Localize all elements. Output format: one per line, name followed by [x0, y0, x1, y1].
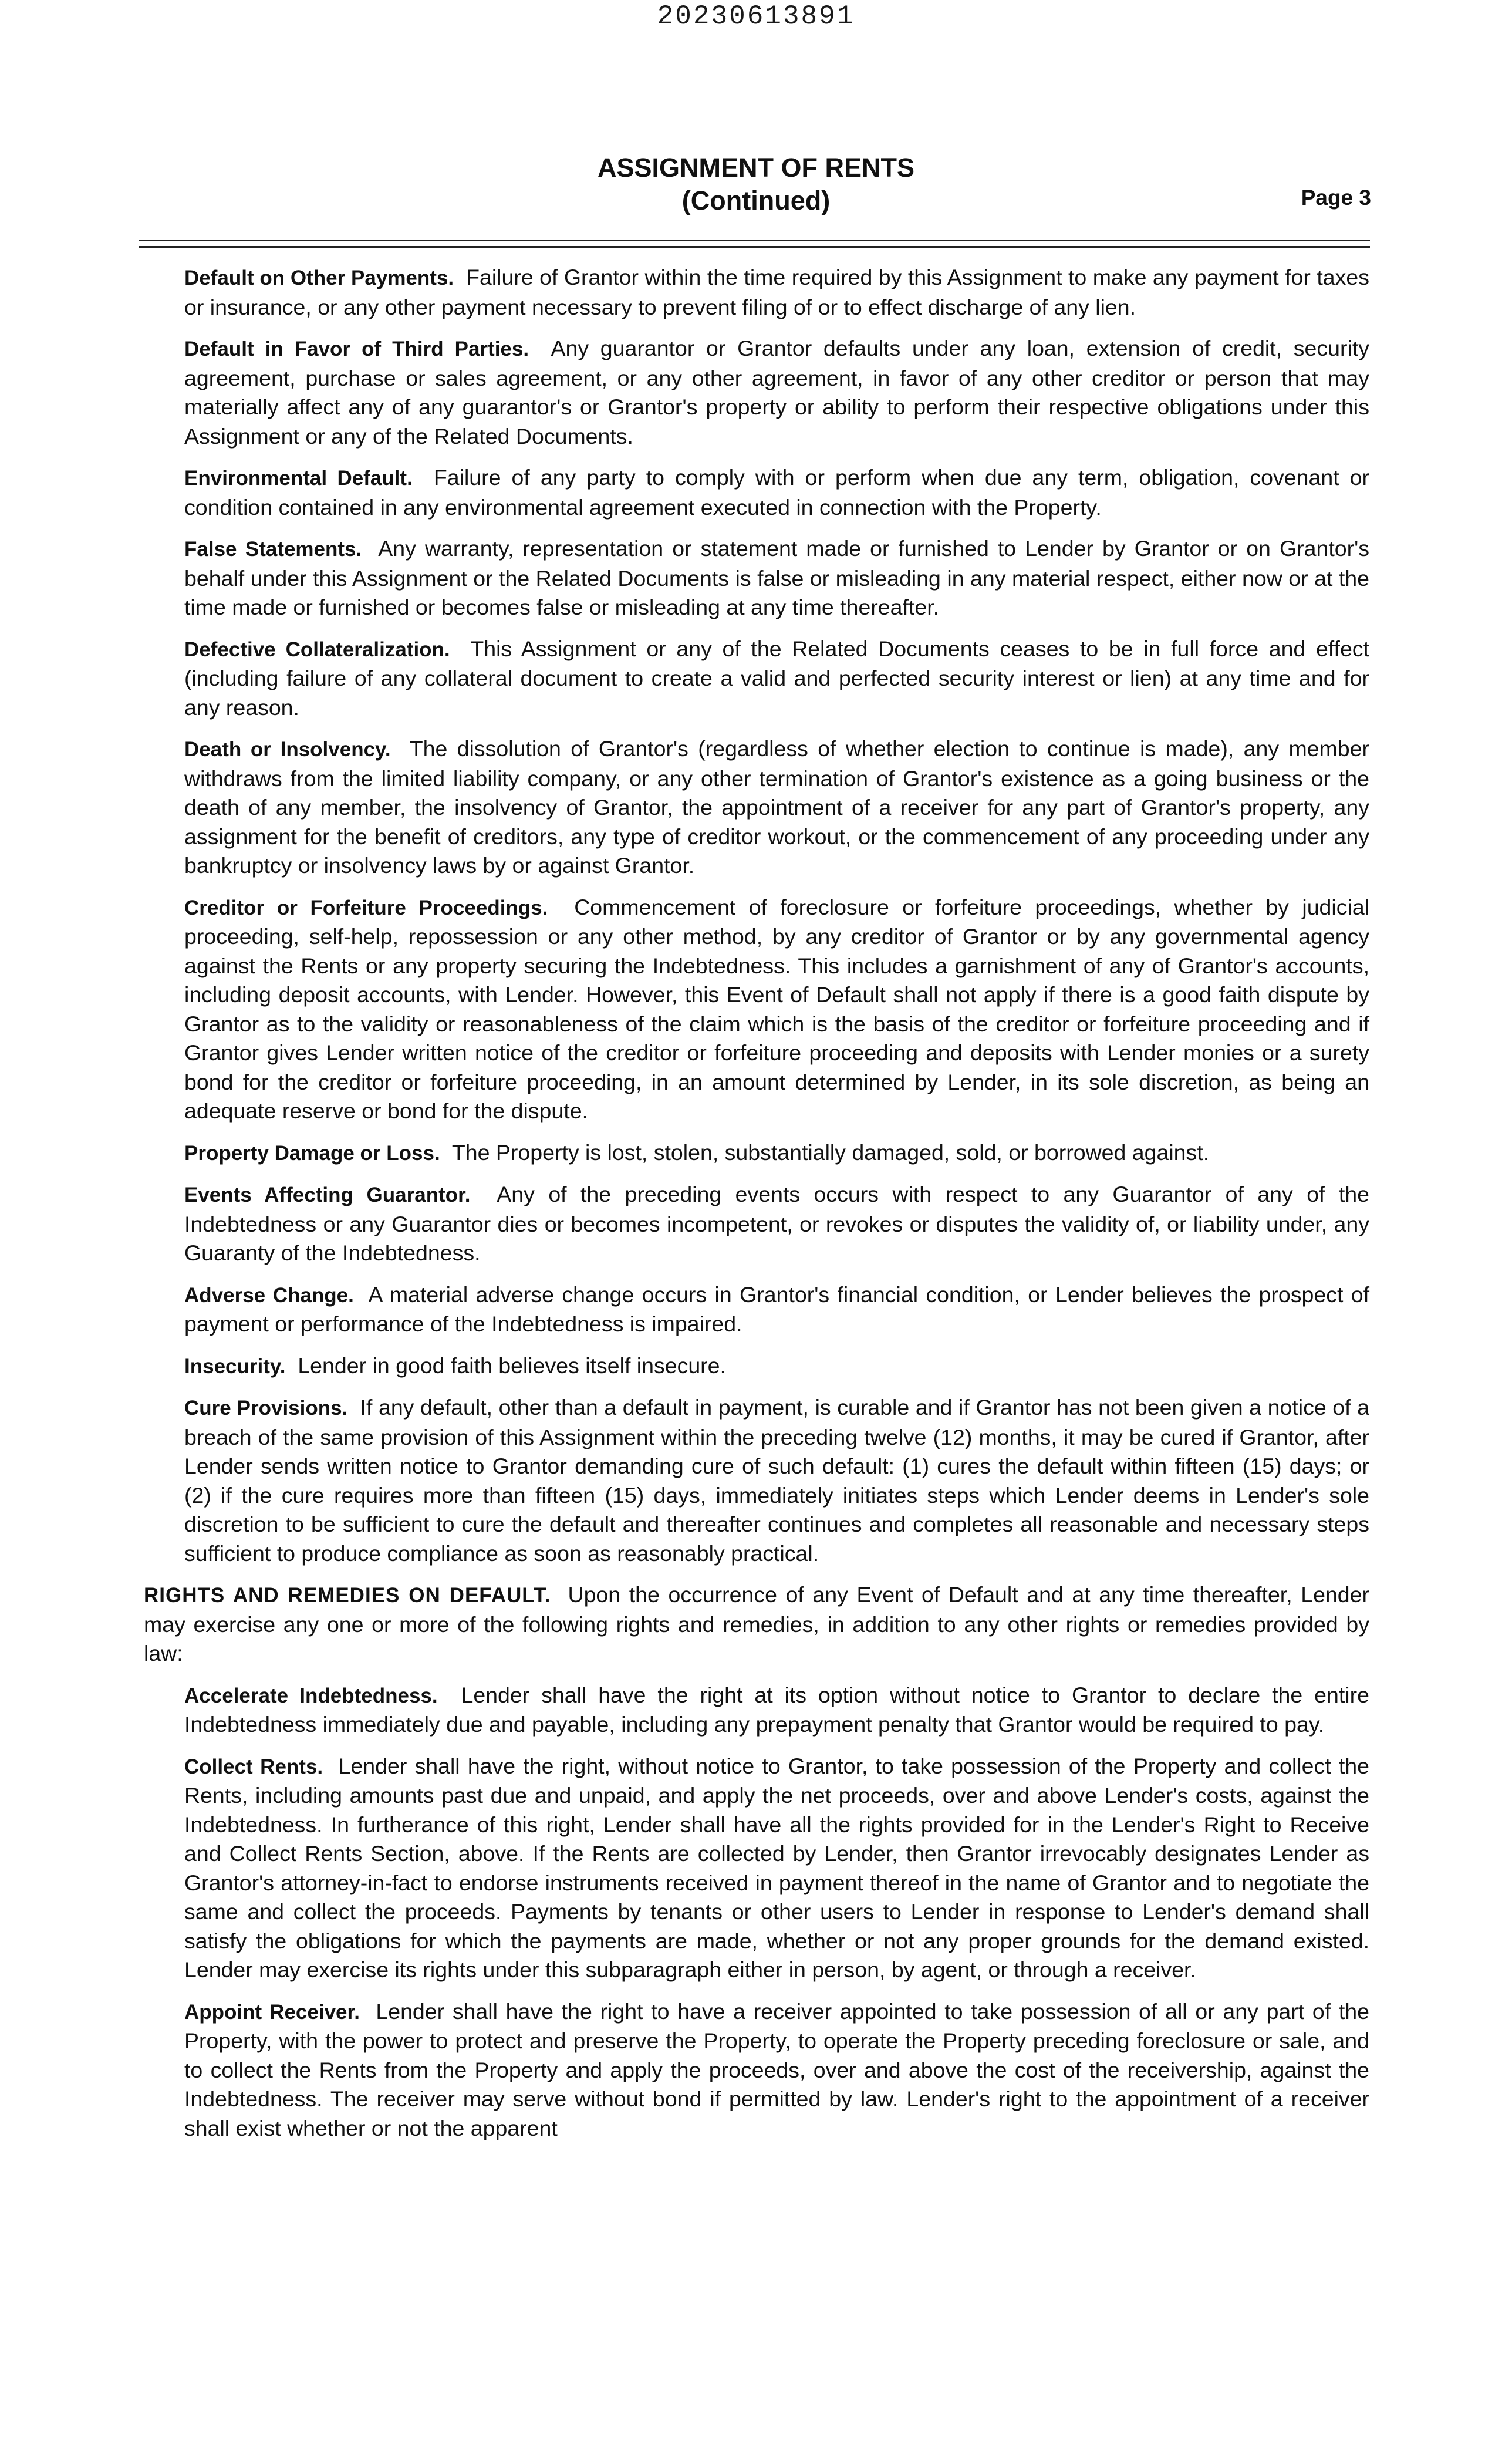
header-rule-bottom — [139, 246, 1370, 248]
remedy-appoint-receiver — [184, 1997, 1369, 2143]
section-text: This Assignment or any of the Related Documents ceases to be in full force and effect (including failure of any collateral document to create a valid and perfected security interest or lien) at any time and for any reason. — [184, 636, 1369, 720]
section-text: If any default, other than a default in payment, is curable and if Grantor has not been given a notice of a breach of the same provision of this Assignment within the preceding twelve (12) months, it may be cured if Grantor, after Lender sends written notice to Grantor demanding cure of such default: (1) cures the default within fifteen (15) days; or (2) if the cure requires more than fifteen (15) days, immediately initiates steps which Lender deems in Lender's sole discretion to be sufficient to cure the default and thereafter continues and completes all reasonable and necessary steps sufficient to produce compliance as soon as reasonably practical. — [184, 1395, 1369, 1566]
section-property-damage — [184, 1138, 1369, 1168]
section-text: Any guarantor or Grantor defaults under any loan, extension of credit, security agreement, purchase or sales agreement, or any other agreement, in favor of any other creditor or person that may materially affect any of any guarantor's or Grantor's property or ability to perform their respective obligations under this Assignment or any of the Related Documents. — [184, 336, 1369, 449]
section-heading: Defective Collateralization. — [184, 638, 450, 661]
page-number: Page 3 — [1301, 186, 1371, 210]
section-text: The dissolution of Grantor's (regardless of whether election to continue is made), any member withdraws from the limited liability company, or any other termination of Grantor's existence as a going business or the death of any member, the insolvency of Grantor, the appointment of a receiver for any part of Grantor's property, any assignment for the benefit of creditors, any type of creditor workout, or the commencement of any proceeding under any bankruptcy or insolvency laws by or against Grantor. — [184, 736, 1369, 878]
section-heading: Default on Other Payments. — [184, 267, 454, 289]
section-adverse-change — [184, 1280, 1369, 1339]
document-title-block — [0, 151, 1512, 217]
section-heading: Cure Provisions. — [184, 1397, 348, 1420]
section-default-other-payments — [184, 263, 1369, 322]
section-heading: Accelerate Indebtedness. — [184, 1684, 438, 1707]
section-false-statements — [184, 534, 1369, 622]
section-text: Lender shall have the right to have a receiver appointed to take possession of all or any part of the Property, with the power to protect and preserve the Property, to operate the Property preceding foreclosure or sale, and to collect the Rents from the Property and apply the proceeds, over and above the cost of the receivership, against the Indebtedness. The receiver may serve without bond if permitted by law. Lender's right to the appointment of a receiver shall exist whether or not the apparent — [184, 1998, 1369, 2140]
header-rule-top — [139, 240, 1370, 241]
section-text: A material adverse change occurs in Grantor's financial condition, or Lender believes the prospect of payment or performance of the Indebtedness is impaired. — [184, 1282, 1369, 1336]
section-heading: False Statements. — [184, 538, 362, 561]
remedy-collect-rents — [184, 1752, 1369, 1985]
section-defective-collateralization — [184, 635, 1369, 723]
section-heading: Environmental Default. — [184, 467, 413, 490]
section-text: Any of the preceding events occurs with respect to any Guarantor of any of the Indebtedness or any Guarantor dies or becomes incompetent, or revokes or disputes the validity of, or liability under, any Guaranty of the Indebtedness. — [184, 1182, 1370, 1265]
section-environmental-default — [184, 463, 1369, 522]
remedy-accelerate-indebtedness — [184, 1681, 1369, 1739]
section-heading: Events Affecting Guarantor. — [184, 1184, 471, 1206]
section-default-third-parties — [184, 334, 1369, 451]
section-heading: Appoint Receiver. — [184, 2000, 360, 2024]
section-cure-provisions — [184, 1393, 1369, 1568]
document-title: ASSIGNMENT OF RENTS — [597, 153, 915, 183]
section-text: Lender in good faith believes itself insecure. — [298, 1353, 726, 1378]
section-heading: Adverse Change. — [184, 1283, 354, 1307]
section-heading: Death or Insolvency. — [184, 738, 391, 761]
section-insecurity — [184, 1351, 1369, 1381]
section-rights-remedies — [144, 1580, 1369, 1668]
section-text: Failure of Grantor within the time required by this Assignment to make any payment for taxes or insurance, or any other payment necessary to prevent filing of or to effect discharge of any lien. — [184, 265, 1369, 319]
section-death-insolvency — [184, 734, 1369, 881]
section-heading: Default in Favor of Third Parties. — [184, 338, 529, 360]
section-heading: Property Damage or Loss. — [184, 1141, 440, 1165]
section-text: Upon the occurrence of any Event of Default and at any time thereafter, Lender may exercise any one or more of the following rights and remedies, in addition to any other rights or remedies provided by law: — [144, 1582, 1370, 1666]
section-text: Lender shall have the right at its option without notice to Grantor to declare the entire Indebtedness immediately due and payable, including any prepayment penalty that Grantor would be required to pay. — [184, 1682, 1369, 1737]
section-heading: Creditor or Forfeiture Proceedings. — [184, 896, 548, 919]
section-heading: RIGHTS AND REMEDIES ON DEFAULT. — [144, 1584, 551, 1607]
section-text: The Property is lost, stolen, substantially damaged, sold, or borrowed against. — [451, 1140, 1210, 1165]
section-text: Any warranty, representation or statement made or furnished to Lender by Grantor or on Grantor's behalf under this Assignment or the Related Documents is false or misleading in any material respect, either now or at the time made or furnished or becomes false or misleading at any time thereafter. — [184, 536, 1369, 619]
document-body — [144, 263, 1369, 2155]
document-number: 20230613891 — [657, 1, 855, 32]
document-subtitle: (Continued) — [681, 186, 831, 215]
section-heading: Collect Rents. — [184, 1755, 323, 1778]
section-text: Commencement of foreclosure or forfeiture proceedings, whether by judicial proceeding, self-help, repossession or any other method, by any creditor of Grantor or by any governmental agency against the Rents or any property securing the Indebtedness. This includes a garnishment of any of Grantor's accounts, including deposit accounts, with Lender. However, this Event of Default shall not apply if there is a good faith dispute by Grantor as to the validity or reasonableness of the claim which is the basis of the creditor or forfeiture proceeding and if Grantor gives Lender written notice of the creditor or forfeiture proceeding and deposits with Lender monies or a surety bond for the creditor or forfeiture proceeding, in an amount determined by Lender, in its sole discretion, as being an adequate reserve or bond for the dispute. — [184, 894, 1370, 1123]
section-creditor-forfeiture — [184, 893, 1369, 1126]
section-events-guarantor — [184, 1180, 1369, 1268]
section-text: Failure of any party to comply with or perform when due any term, obligation, covenant or condition contained in any environmental agreement executed in connection with the Property. — [184, 465, 1370, 520]
section-heading: Insecurity. — [184, 1354, 286, 1378]
section-text: Lender shall have the right, without notice to Grantor, to take possession of the Property and collect the Rents, including amounts past due and unpaid, and apply the net proceeds, over and above Lender's costs, against the Indebtedness. In furtherance of this right, Lender shall have all the rights provided for in the Lender's Right to Receive and Collect Rents Section, above. If the Rents are collected by Lender, then Grantor irrevocably designates Lender as Grantor's attorney-in-fact to endorse instruments received in payment thereof in the name of Grantor and to negotiate the same and collect the proceeds. Payments by tenants or other users to Lender in response to Lender's demand shall satisfy the obligations for which the payments are made, whether or not any proper grounds for the demand existed. Lender may exercise its rights under this subparagraph either in person, by agent, or through a receiver. — [184, 1753, 1369, 1982]
